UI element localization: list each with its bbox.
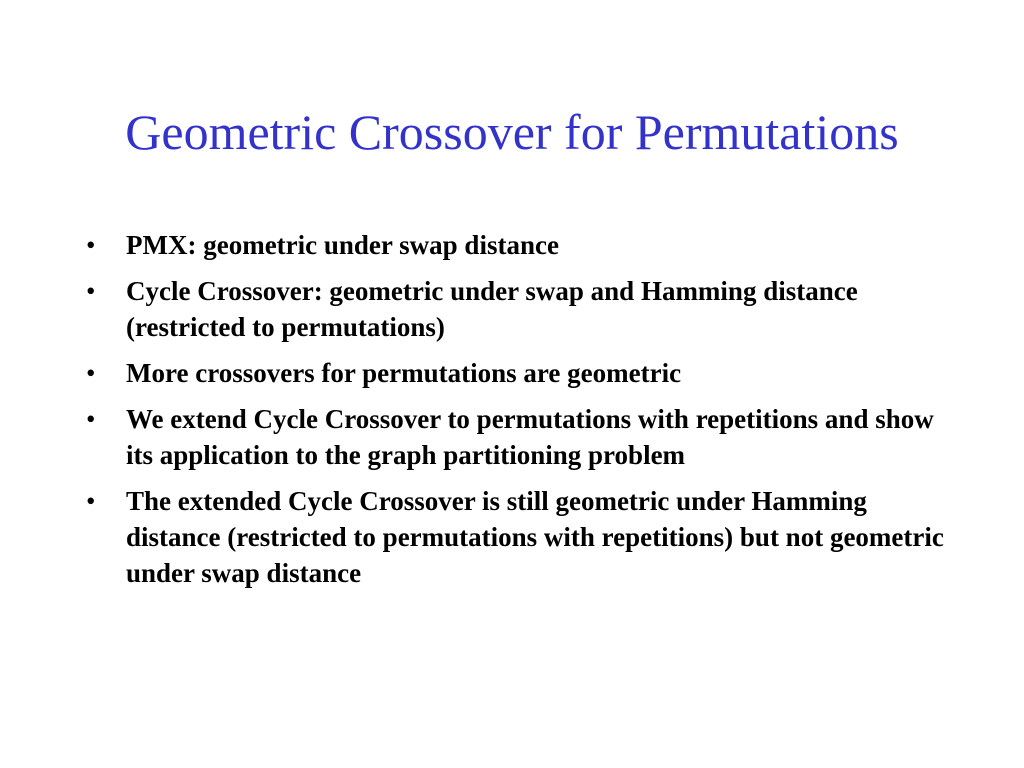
bullet-text: The extended Cycle Crossover is still geometric under Hamming distance (restricted to permutations with repetitions) but not geometric under swap distance	[126, 486, 944, 588]
bullet-dot-icon: •	[86, 230, 96, 260]
bullet-item	[86, 273, 946, 345]
bullet-item	[86, 355, 946, 391]
bullet-list	[86, 227, 946, 601]
bullet-item	[86, 401, 946, 473]
slide-title: Geometric Crossover for Permutations	[125, 104, 899, 160]
bullet-dot-icon: •	[86, 358, 96, 388]
bullet-text: PMX: geometric under swap distance	[126, 230, 559, 260]
bullet-dot-icon: •	[86, 276, 96, 306]
bullet-text: We extend Cycle Crossover to permutations with repetitions and show its application to the graph partitioning problem	[126, 404, 934, 470]
bullet-text: Cycle Crossover: geometric under swap and Hamming distance (restricted to permutations)	[126, 276, 858, 342]
bullet-item	[86, 483, 946, 591]
bullet-item	[86, 227, 946, 263]
bullet-dot-icon: •	[86, 404, 96, 434]
bullet-dot-icon: •	[86, 486, 96, 516]
bullet-text: More crossovers for permutations are geometric	[126, 358, 682, 388]
